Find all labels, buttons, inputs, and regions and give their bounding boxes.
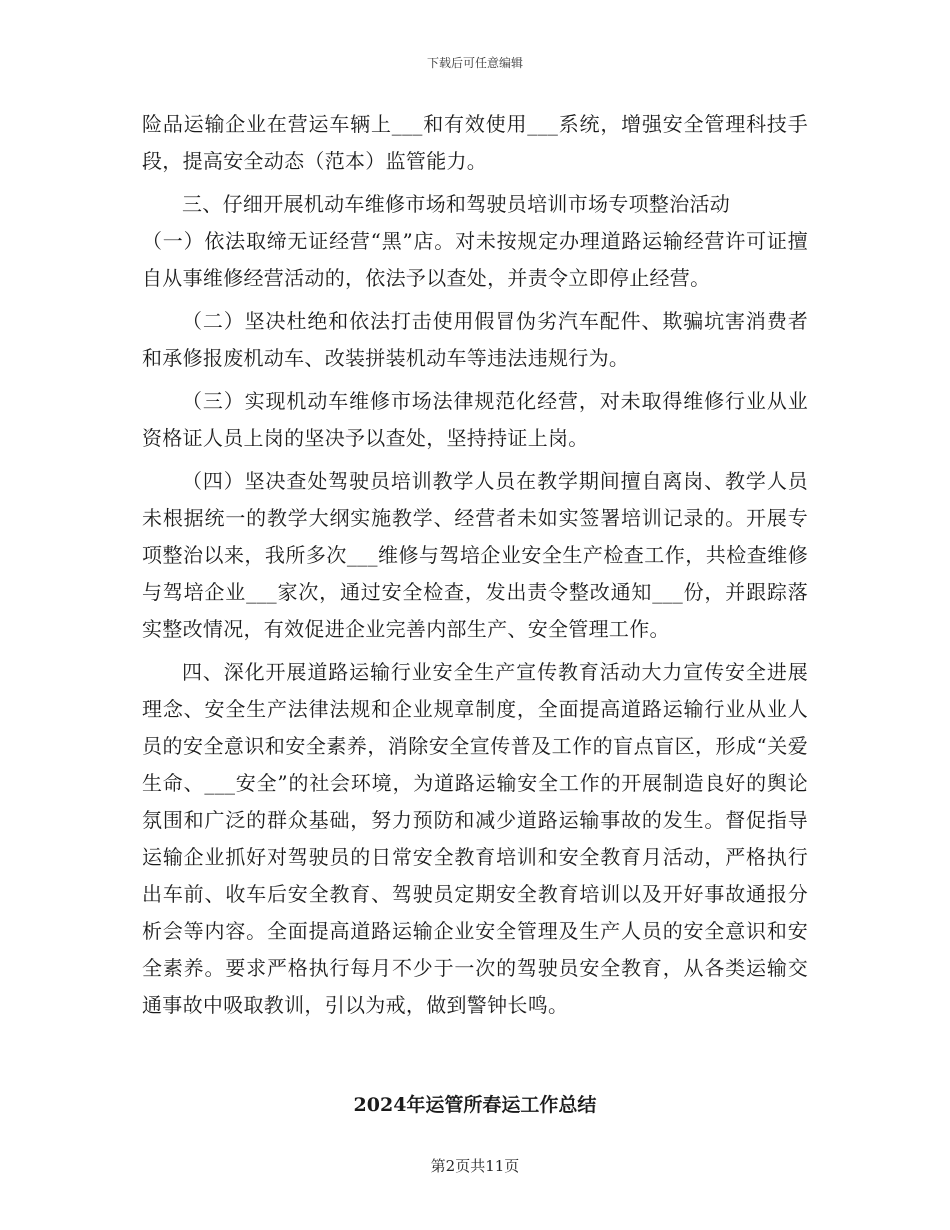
document-body bbox=[142, 106, 808, 1024]
paragraph-4: （三）实现机动车维修市场法律规范化经营，对未取得维修行业从业资格证人员上岗的坚决予以查处，坚持持证上岗。 bbox=[142, 389, 808, 450]
section-title: 2024年运管所春运工作总结 bbox=[353, 1094, 597, 1116]
paragraph-3: （二）坚决杜绝和依法打击使用假冒伪劣汽车配件、欺骗坑害消费者和承修报废机动车、改装拼装机动车等违法违规行为。 bbox=[142, 309, 808, 370]
page-header: 下载后可任意编辑 bbox=[426, 56, 523, 70]
paragraph-5: （四）坚决查处驾驶员培训教学人员在教学期间擅自离岗、教学人员未根据统一的教学大纲实施教学、经营者未如实签署培训记录的。开展专项整治以来，我所多次___维修与驾培企业安全生产检查工作，共检查维修与驾培企业___家次，通过安全检查，发出责令整改通知___份，并跟踪落实整改情况，有效促进企业完善内部生产、安全管理工作。 bbox=[142, 469, 808, 641]
paragraph-2: （一）依法取缔无证经营“黑”店。对未按规定办理道路运输经营许可证擅自从事维修经营活动的，依法予以查处，并责令立即停止经营。 bbox=[142, 229, 808, 290]
paragraph-0: 险品运输企业在营运车辆上___和有效使用___系统，增强安全管理科技手段，提高安全动态（范本）监管能力。 bbox=[142, 112, 808, 173]
page-footer: 第2页共11页 bbox=[430, 1157, 520, 1175]
paragraph-6: 四、深化开展道路运输行业安全生产宣传教育活动大力宣传安全进展理念、安全生产法律法规和企业规章制度，全面提高道路运输行业从业人员的安全意识和安全素养，消除安全宣传普及工作的盲点盲区，形成“关爱生命、___安全”的社会环境，为道路运输安全工作的开展制造良好的舆论氛围和广泛的群众基础，努力预防和减少道路运输事故的发生。督促指导运输企业抓好对驾驶员的日常安全教育培训和安全教育月活动，严格执行出车前、收车后安全教育、驾驶员定期安全教育培训以及开好事故通报分析会等内容。全面提高道路运输企业安全管理及生产人员的安全意识和安全素养。要求严格执行每月不少于一次的驾驶员安全教育，从各类运输交通事故中吸取教训，引以为戒，做到警钟长鸣。 bbox=[142, 660, 808, 1017]
paragraph-1: 三、仔细开展机动车维修市场和驾驶员培训市场专项整治活动 bbox=[182, 192, 731, 216]
